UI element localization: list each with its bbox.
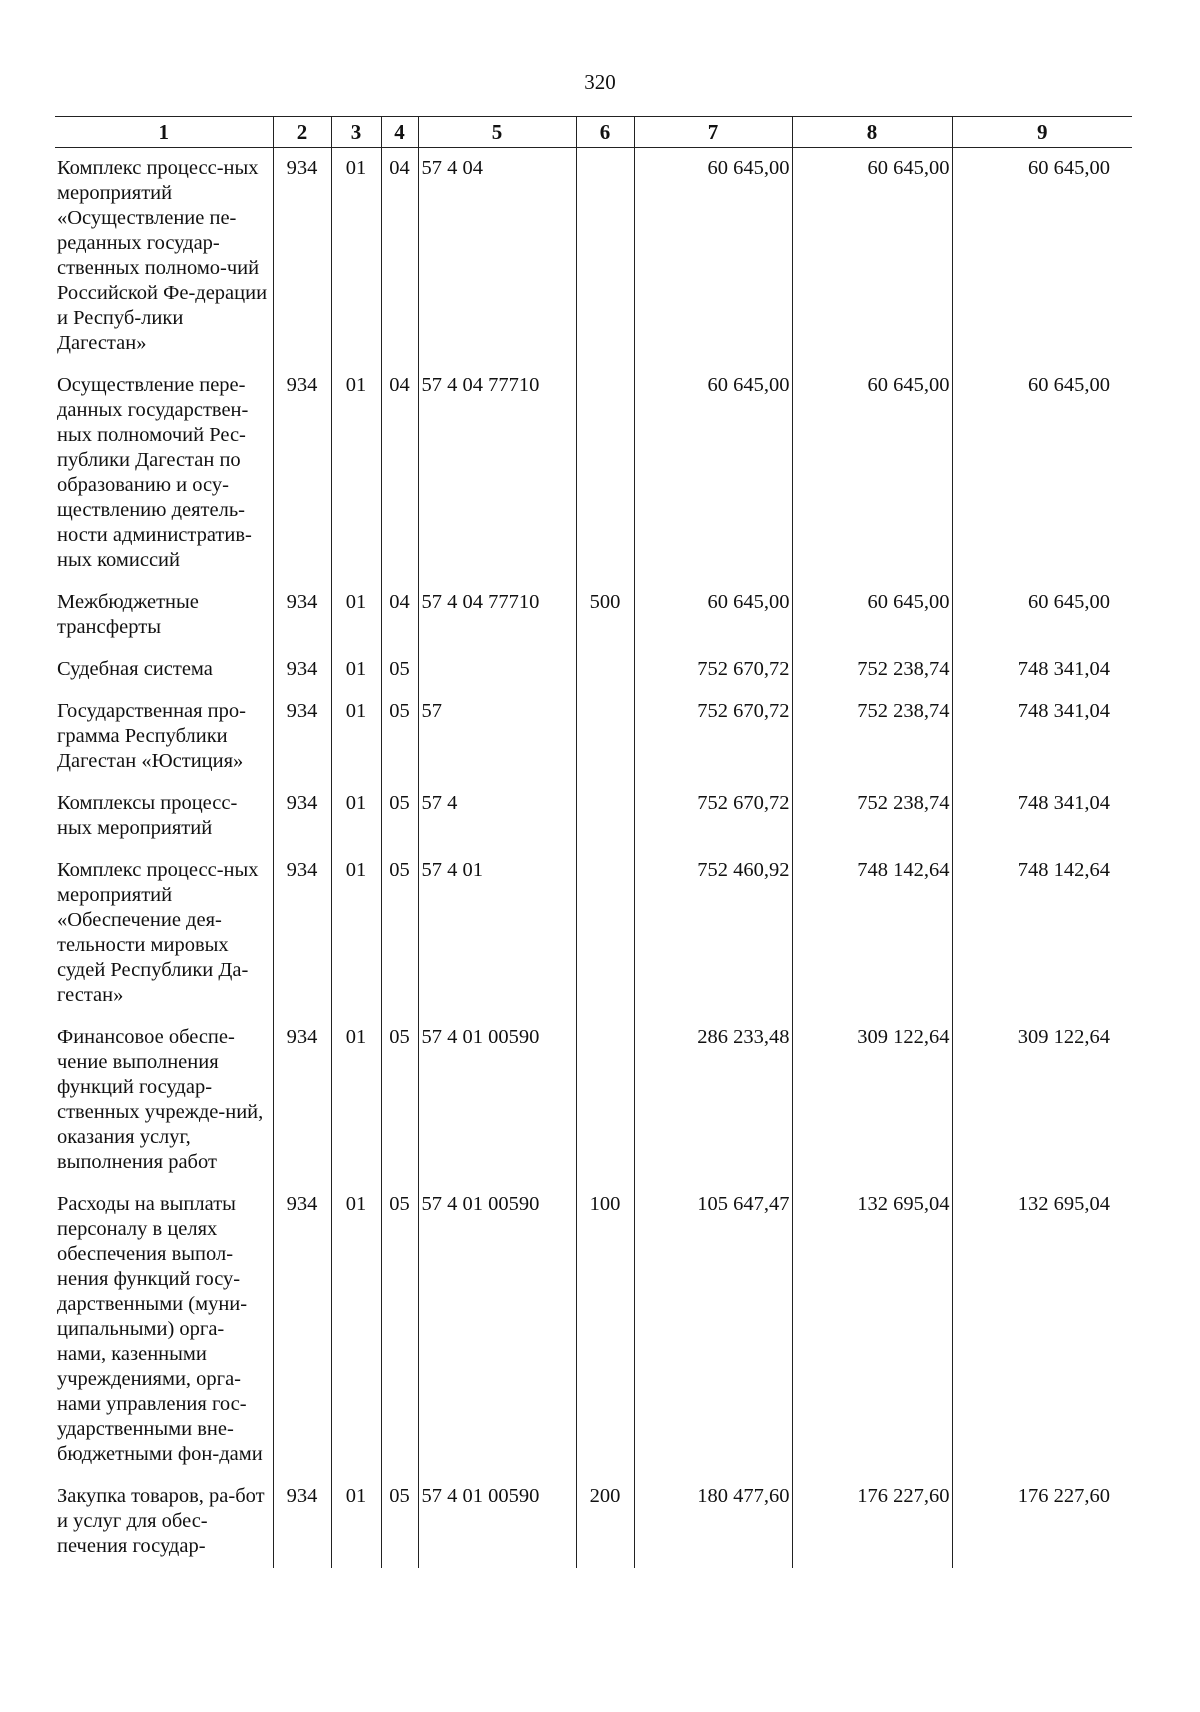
cell-expense-type (576, 691, 634, 783)
cell-amount-col8: 752 238,74 (792, 649, 952, 691)
header-row (55, 117, 1132, 148)
column-header-7: 7 (634, 117, 792, 148)
row-name: Финансовое обеспе-чение выполнения функций государ-ственных учрежде-ний, оказания услуг, выполнения работ (57, 1026, 264, 1173)
cell-section: 01 (331, 1476, 381, 1568)
cell-subsection: 05 (381, 1017, 418, 1184)
cell-expense-type (576, 148, 634, 366)
cell-amount-col8: 176 227,60 (792, 1476, 952, 1568)
table-row (55, 1184, 1132, 1476)
cell-amount-col7: 60 645,00 (634, 148, 792, 366)
page-number: 320 (584, 70, 616, 94)
cell-expense-type: 100 (576, 1184, 634, 1476)
cell-amount-col7: 752 670,72 (634, 649, 792, 691)
cell-amount-col9: 60 645,00 (952, 365, 1132, 582)
cell-amount-col7: 752 670,72 (634, 691, 792, 783)
cell-amount-col7: 752 460,92 (634, 850, 792, 1017)
cell-subsection: 05 (381, 649, 418, 691)
cell-amount-col8: 60 645,00 (792, 582, 952, 649)
cell-amount-col7: 105 647,47 (634, 1184, 792, 1476)
row-name: Межбюджетные трансферты (57, 591, 199, 638)
budget-table (55, 116, 1132, 1568)
row-name: Комплексы процесс-ных мероприятий (57, 792, 238, 839)
cell-amount-col7: 180 477,60 (634, 1476, 792, 1568)
cell-expense-type: 200 (576, 1476, 634, 1568)
table-row (55, 365, 1132, 582)
cell-target-article: 57 4 04 (418, 148, 576, 366)
cell-subsection: 04 (381, 148, 418, 366)
cell-amount-col9: 60 645,00 (952, 148, 1132, 366)
cell-section: 01 (331, 148, 381, 366)
cell-target-article: 57 4 01 (418, 850, 576, 1017)
column-header-2: 2 (273, 117, 331, 148)
column-header-3: 3 (331, 117, 381, 148)
cell-section: 01 (331, 1184, 381, 1476)
table-row (55, 1476, 1132, 1568)
table-row (55, 1017, 1132, 1184)
row-name: Осуществление пере-данных государствен-ных полномочий Рес-публики Дагестан по образованию и осу-ществлению деятель-ности административ-ных комиссий (57, 374, 252, 571)
cell-subsection: 05 (381, 783, 418, 850)
cell-amount-col8: 132 695,04 (792, 1184, 952, 1476)
cell-ministry-code: 934 (273, 1017, 331, 1184)
cell-amount-col8: 752 238,74 (792, 783, 952, 850)
cell-ministry-code: 934 (273, 365, 331, 582)
cell-section: 01 (331, 691, 381, 783)
cell-section: 01 (331, 783, 381, 850)
cell-amount-col9: 748 341,04 (952, 649, 1132, 691)
cell-amount-col8: 748 142,64 (792, 850, 952, 1017)
cell-subsection: 05 (381, 691, 418, 783)
cell-section: 01 (331, 1017, 381, 1184)
table-row (55, 691, 1132, 783)
row-name: Закупка товаров, ра-бот и услуг для обес-печения государ- (57, 1485, 265, 1557)
cell-amount-col9: 132 695,04 (952, 1184, 1132, 1476)
column-header-1: 1 (55, 117, 273, 148)
cell-amount-col9: 309 122,64 (952, 1017, 1132, 1184)
cell-amount-col8: 60 645,00 (792, 365, 952, 582)
cell-target-article: 57 4 01 00590 (418, 1017, 576, 1184)
cell-expense-type (576, 850, 634, 1017)
row-name: Комплекс процесс-ных мероприятий «Обеспечение дея-тельности мировых судей Республики Да-гестан» (57, 859, 259, 1006)
cell-ministry-code: 934 (273, 649, 331, 691)
cell-ministry-code: 934 (273, 691, 331, 783)
cell-expense-type (576, 649, 634, 691)
cell-section: 01 (331, 582, 381, 649)
column-header-9: 9 (952, 117, 1132, 148)
cell-expense-type (576, 783, 634, 850)
row-name: Расходы на выплаты персоналу в целях обеспечения выпол-нения функций госу-дарственными (муни-ципальными) орга-нами, казенными учреждениями, орга-нами управления гос-ударственными вне-бюджетными фон-дами (57, 1193, 263, 1465)
cell-expense-type (576, 365, 634, 582)
cell-ministry-code: 934 (273, 1184, 331, 1476)
cell-target-article: 57 4 (418, 783, 576, 850)
table-row (55, 850, 1132, 1017)
cell-ministry-code: 934 (273, 1476, 331, 1568)
cell-amount-col8: 752 238,74 (792, 691, 952, 783)
cell-amount-col9: 748 341,04 (952, 783, 1132, 850)
cell-expense-type: 500 (576, 582, 634, 649)
cell-ministry-code: 934 (273, 582, 331, 649)
cell-target-article: 57 (418, 691, 576, 783)
table-row (55, 649, 1132, 691)
cell-target-article: 57 4 01 00590 (418, 1476, 576, 1568)
cell-amount-col9: 176 227,60 (952, 1476, 1132, 1568)
cell-ministry-code: 934 (273, 850, 331, 1017)
column-header-8: 8 (792, 117, 952, 148)
cell-subsection: 05 (381, 1184, 418, 1476)
cell-amount-col9: 748 142,64 (952, 850, 1132, 1017)
cell-amount-col7: 752 670,72 (634, 783, 792, 850)
cell-ministry-code: 934 (273, 148, 331, 366)
row-name: Комплекс процесс-ных мероприятий «Осуществление пе-реданных государ-ственных полномо-чий Российской Фе-дерации и Респуб-лики Дагестан» (57, 157, 268, 354)
table-row (55, 582, 1132, 649)
cell-amount-col7: 60 645,00 (634, 365, 792, 582)
cell-target-article (418, 649, 576, 691)
cell-expense-type (576, 1017, 634, 1184)
cell-amount-col8: 309 122,64 (792, 1017, 952, 1184)
cell-section: 01 (331, 365, 381, 582)
column-header-5: 5 (418, 117, 576, 148)
cell-subsection: 04 (381, 365, 418, 582)
cell-amount-col9: 60 645,00 (952, 582, 1132, 649)
cell-subsection: 04 (381, 582, 418, 649)
row-name: Судебная система (57, 658, 213, 680)
cell-ministry-code: 934 (273, 783, 331, 850)
cell-target-article: 57 4 04 77710 (418, 365, 576, 582)
cell-amount-col7: 286 233,48 (634, 1017, 792, 1184)
cell-amount-col9: 748 341,04 (952, 691, 1132, 783)
column-header-4: 4 (381, 117, 418, 148)
table-row (55, 783, 1132, 850)
column-header-6: 6 (576, 117, 634, 148)
cell-subsection: 05 (381, 850, 418, 1017)
cell-target-article: 57 4 04 77710 (418, 582, 576, 649)
row-name: Государственная про-грамма Республики Дагестан «Юстиция» (57, 700, 246, 772)
cell-section: 01 (331, 649, 381, 691)
cell-amount-col8: 60 645,00 (792, 148, 952, 366)
cell-target-article: 57 4 01 00590 (418, 1184, 576, 1476)
table-row (55, 148, 1132, 366)
cell-subsection: 05 (381, 1476, 418, 1568)
cell-amount-col7: 60 645,00 (634, 582, 792, 649)
cell-section: 01 (331, 850, 381, 1017)
